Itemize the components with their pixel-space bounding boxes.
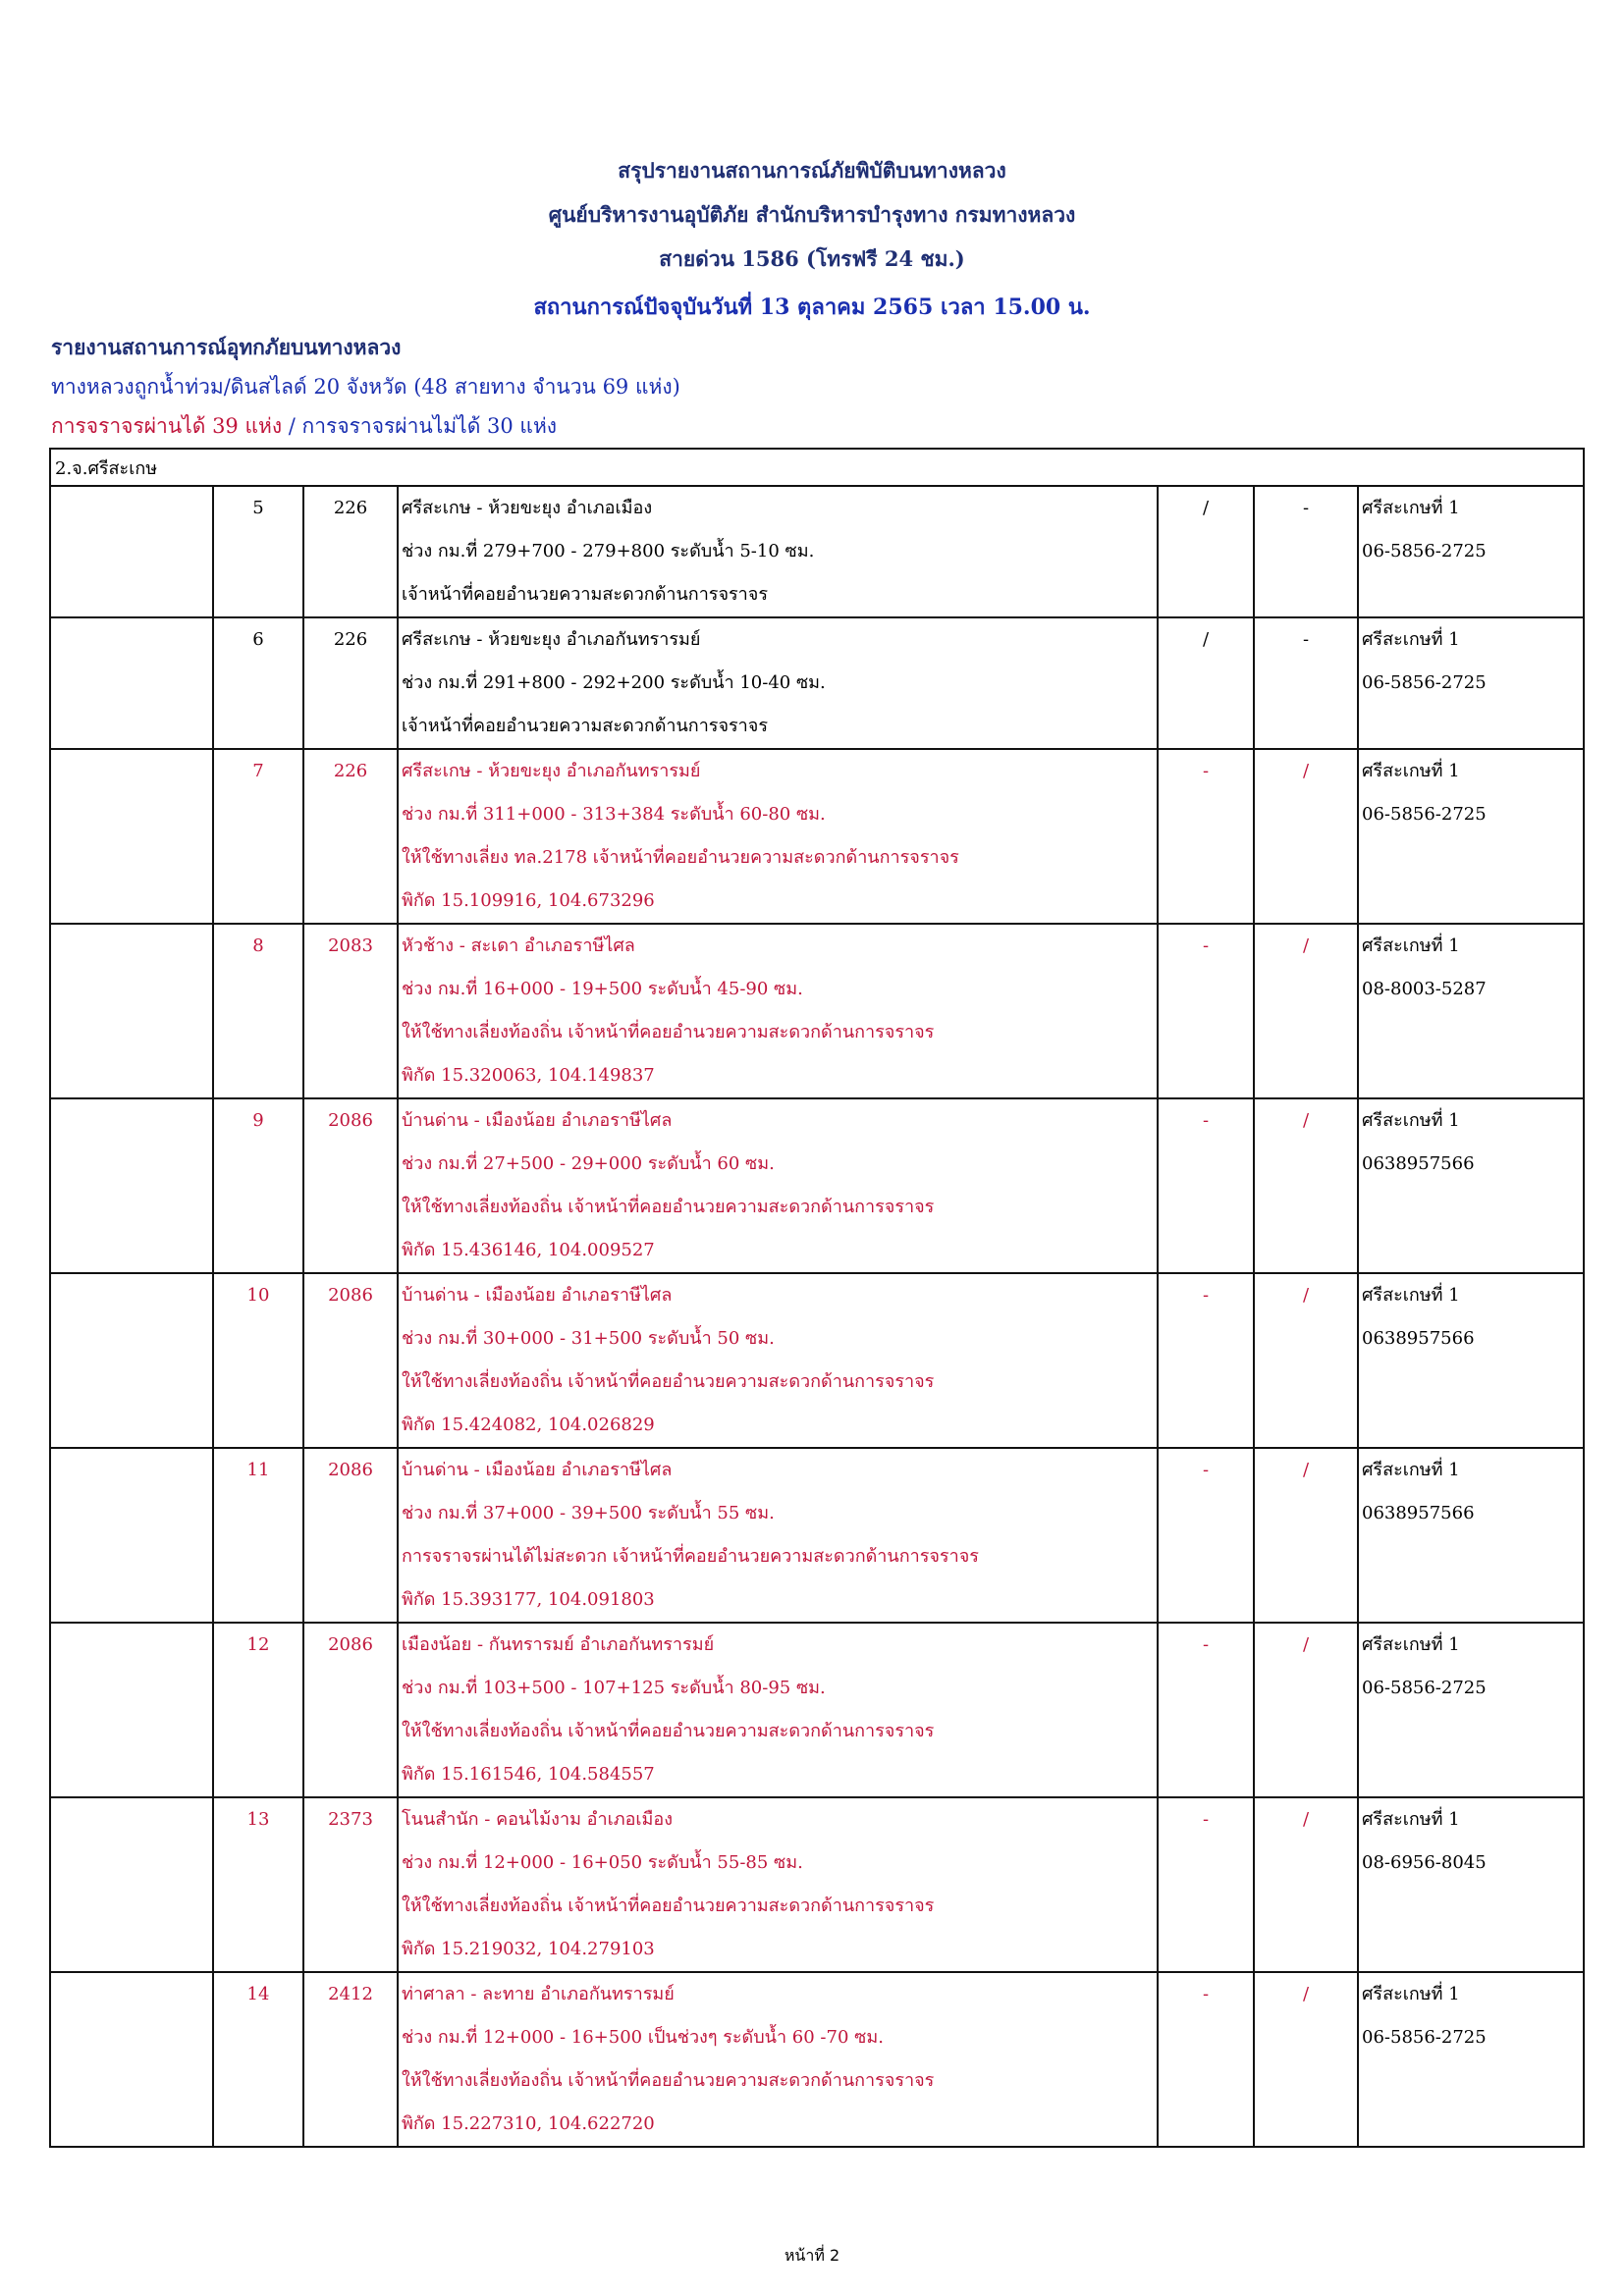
detail-line: พิกัด 15.393177, 104.091803 bbox=[402, 1589, 655, 1610]
summary-affected: ทางหลวงถูกน้ำท่วม/ดินสไลด์ 20 จังหวัด (48 สายทาง จำนวน 69 แห่ง) bbox=[51, 375, 680, 399]
detail-line: พิกัด 15.109916, 104.673296 bbox=[402, 890, 655, 911]
office-phone: 06-5856-2725 bbox=[1362, 1678, 1487, 1698]
passable-mark: - bbox=[1158, 1273, 1254, 1448]
detail-line: พิกัด 15.424082, 104.026829 bbox=[402, 1415, 655, 1435]
row-number: 7 bbox=[213, 749, 303, 924]
detail-line: ท่าศาลา - ละทาย อำเภอกันทรารมย์ bbox=[402, 1984, 675, 2004]
office-name: ศรีสะเกษที่ 1 bbox=[1362, 1809, 1460, 1830]
passable-mark: - bbox=[1158, 1972, 1254, 2147]
location-details bbox=[398, 924, 1158, 1098]
office-name: ศรีสะเกษที่ 1 bbox=[1362, 629, 1460, 650]
office-name: ศรีสะเกษที่ 1 bbox=[1362, 1110, 1460, 1131]
route-number: 2086 bbox=[303, 1623, 398, 1797]
row-number: 10 bbox=[213, 1273, 303, 1448]
detail-line: ช่วง กม.ที่ 291+800 - 292+200 ระดับน้ำ 10-40 ซม. bbox=[402, 672, 826, 693]
office-phone: 0638957566 bbox=[1362, 1328, 1475, 1349]
table-row bbox=[50, 486, 1584, 617]
report-title: สรุปรายงานสถานการณ์ภัยพิบัติบนทางหลวง bbox=[618, 158, 1006, 183]
office-contact bbox=[1358, 1448, 1584, 1623]
detail-line: ให้ใช้ทางเลี่ยงท้องถิ่น เจ้าหน้าที่คอยอำนวยความสะดวกด้านการจราจร bbox=[402, 1197, 935, 1217]
passable-mark: - bbox=[1158, 1623, 1254, 1797]
summary-passable: การจราจรผ่านได้ 39 แห่ง bbox=[51, 414, 283, 438]
blank-cell bbox=[50, 1623, 213, 1797]
route-number: 2086 bbox=[303, 1448, 398, 1623]
detail-line: เจ้าหน้าที่คอยอำนวยความสะดวกด้านการจราจร bbox=[402, 584, 769, 605]
detail-line: ศรีสะเกษ - ห้วยขะยุง อำเภอกันทรารมย์ bbox=[402, 761, 701, 781]
route-number: 226 bbox=[303, 617, 398, 749]
blank-cell bbox=[50, 1972, 213, 2147]
office-contact bbox=[1358, 1098, 1584, 1273]
blank-cell bbox=[50, 617, 213, 749]
location-details bbox=[398, 749, 1158, 924]
office-phone: 06-5856-2725 bbox=[1362, 804, 1487, 825]
table-row bbox=[50, 924, 1584, 1098]
summary-impassable: / การจราจรผ่านไม่ได้ 30 แห่ง bbox=[288, 414, 558, 438]
detail-line: ช่วง กม.ที่ 311+000 - 313+384 ระดับน้ำ 60-80 ซม. bbox=[402, 804, 826, 825]
detail-line: ให้ใช้ทางเลี่ยงท้องถิ่น เจ้าหน้าที่คอยอำนวยความสะดวกด้านการจราจร bbox=[402, 2070, 935, 2091]
detail-line: หัวช้าง - สะเดา อำเภอราษีไศล bbox=[402, 935, 635, 956]
impassable-mark: / bbox=[1254, 1448, 1358, 1623]
office-name: ศรีสะเกษที่ 1 bbox=[1362, 935, 1460, 956]
blank-cell bbox=[50, 486, 213, 617]
passable-mark: - bbox=[1158, 1448, 1254, 1623]
detail-line: ช่วง กม.ที่ 37+000 - 39+500 ระดับน้ำ 55 ซม. bbox=[402, 1503, 775, 1523]
route-number: 226 bbox=[303, 749, 398, 924]
detail-line: เจ้าหน้าที่คอยอำนวยความสะดวกด้านการจราจร bbox=[402, 716, 769, 736]
province-label: 2.จ.ศรีสะเกษ bbox=[50, 449, 1584, 486]
route-number: 2086 bbox=[303, 1273, 398, 1448]
summary-traffic bbox=[51, 410, 557, 443]
office-name: ศรีสะเกษที่ 1 bbox=[1362, 1285, 1460, 1306]
row-number: 8 bbox=[213, 924, 303, 1098]
blank-cell bbox=[50, 1448, 213, 1623]
table-row bbox=[50, 1972, 1584, 2147]
office-phone: 08-8003-5287 bbox=[1362, 979, 1487, 999]
table-row bbox=[50, 617, 1584, 749]
row-number: 5 bbox=[213, 486, 303, 617]
detail-line: พิกัด 15.227310, 104.622720 bbox=[402, 2113, 655, 2134]
passable-mark: - bbox=[1158, 1098, 1254, 1273]
passable-mark: / bbox=[1158, 617, 1254, 749]
detail-line: ช่วง กม.ที่ 27+500 - 29+000 ระดับน้ำ 60 ซม. bbox=[402, 1153, 775, 1174]
impassable-mark: - bbox=[1254, 486, 1358, 617]
table-row bbox=[50, 1273, 1584, 1448]
detail-line: เมืองน้อย - กันทรารมย์ อำเภอกันทรารมย์ bbox=[402, 1634, 715, 1655]
page-number: หน้าที่ 2 bbox=[784, 2246, 840, 2265]
blank-cell bbox=[50, 1098, 213, 1273]
detail-line: ช่วง กม.ที่ 103+500 - 107+125 ระดับน้ำ 80-95 ซม. bbox=[402, 1678, 826, 1698]
office-phone: 06-5856-2725 bbox=[1362, 2027, 1487, 2048]
impassable-mark: - bbox=[1254, 617, 1358, 749]
detail-line: ให้ใช้ทางเลี่ยง ทล.2178 เจ้าหน้าที่คอยอำนวยความสะดวกด้านการจราจร bbox=[402, 847, 959, 868]
office-contact bbox=[1358, 924, 1584, 1098]
detail-line: ช่วง กม.ที่ 16+000 - 19+500 ระดับน้ำ 45-90 ซม. bbox=[402, 979, 803, 999]
impassable-mark: / bbox=[1254, 1098, 1358, 1273]
detail-line: ศรีสะเกษ - ห้วยขะยุง อำเภอกันทรารมย์ bbox=[402, 629, 701, 650]
office-name: ศรีสะเกษที่ 1 bbox=[1362, 498, 1460, 518]
detail-line: พิกัด 15.320063, 104.149837 bbox=[402, 1065, 655, 1086]
report-agency: ศูนย์บริหารงานอุบัติภัย สำนักบริหารบำรุงทาง กรมทางหลวง bbox=[548, 202, 1076, 227]
route-number: 2412 bbox=[303, 1972, 398, 2147]
row-number: 6 bbox=[213, 617, 303, 749]
office-phone: 0638957566 bbox=[1362, 1153, 1475, 1174]
passable-mark: - bbox=[1158, 1797, 1254, 1972]
office-name: ศรีสะเกษที่ 1 bbox=[1362, 1634, 1460, 1655]
office-contact bbox=[1358, 1797, 1584, 1972]
detail-line: ช่วง กม.ที่ 12+000 - 16+500 เป็นช่วงๆ ระดับน้ำ 60 -70 ซม. bbox=[402, 2027, 884, 2048]
impassable-mark: / bbox=[1254, 1273, 1358, 1448]
office-name: ศรีสะเกษที่ 1 bbox=[1362, 1460, 1460, 1480]
office-contact bbox=[1358, 749, 1584, 924]
detail-line: โนนสำนัก - คอนไม้งาม อำเภอเมือง bbox=[402, 1809, 674, 1830]
detail-line: บ้านด่าน - เมืองน้อย อำเภอราษีไศล bbox=[402, 1285, 673, 1306]
passable-mark: - bbox=[1158, 924, 1254, 1098]
impassable-mark: / bbox=[1254, 1972, 1358, 2147]
route-number: 226 bbox=[303, 486, 398, 617]
location-details bbox=[398, 1972, 1158, 2147]
passable-mark: / bbox=[1158, 486, 1254, 617]
office-phone: 08-6956-8045 bbox=[1362, 1852, 1487, 1873]
location-details bbox=[398, 1273, 1158, 1448]
blank-cell bbox=[50, 749, 213, 924]
table-row bbox=[50, 1623, 1584, 1797]
office-phone: 06-5856-2725 bbox=[1362, 541, 1487, 561]
row-number: 11 bbox=[213, 1448, 303, 1623]
detail-line: พิกัด 15.436146, 104.009527 bbox=[402, 1240, 655, 1260]
detail-line: ช่วง กม.ที่ 279+700 - 279+800 ระดับน้ำ 5-10 ซม. bbox=[402, 541, 815, 561]
summary-title: รายงานสถานการณ์อุทกภัยบนทางหลวง bbox=[51, 335, 402, 359]
detail-line: บ้านด่าน - เมืองน้อย อำเภอราษีไศล bbox=[402, 1110, 673, 1131]
row-number: 9 bbox=[213, 1098, 303, 1273]
report-hotline: สายด่วน 1586 (โทรฟรี 24 ชม.) bbox=[659, 246, 965, 271]
detail-line: ให้ใช้ทางเลี่ยงท้องถิ่น เจ้าหน้าที่คอยอำนวยความสะดวกด้านการจราจร bbox=[402, 1022, 935, 1042]
table-row bbox=[50, 1098, 1584, 1273]
detail-line: ศรีสะเกษ - ห้วยขะยุง อำเภอเมือง bbox=[402, 498, 653, 518]
location-details bbox=[398, 1623, 1158, 1797]
location-details bbox=[398, 617, 1158, 749]
office-contact bbox=[1358, 1972, 1584, 2147]
row-number: 14 bbox=[213, 1972, 303, 2147]
detail-line: ให้ใช้ทางเลี่ยงท้องถิ่น เจ้าหน้าที่คอยอำนวยความสะดวกด้านการจราจร bbox=[402, 1721, 935, 1741]
detail-line: ให้ใช้ทางเลี่ยงท้องถิ่น เจ้าหน้าที่คอยอำนวยความสะดวกด้านการจราจร bbox=[402, 1371, 935, 1392]
impassable-mark: / bbox=[1254, 749, 1358, 924]
impassable-mark: / bbox=[1254, 1623, 1358, 1797]
location-details bbox=[398, 486, 1158, 617]
incident-table bbox=[49, 448, 1585, 2148]
route-number: 2373 bbox=[303, 1797, 398, 1972]
province-row bbox=[50, 449, 1584, 486]
office-name: ศรีสะเกษที่ 1 bbox=[1362, 761, 1460, 781]
office-name: ศรีสะเกษที่ 1 bbox=[1362, 1984, 1460, 2004]
detail-line: การจราจรผ่านได้ไม่สะดวก เจ้าหน้าที่คอยอำนวยความสะดวกด้านการจราจร bbox=[402, 1546, 979, 1567]
passable-mark: - bbox=[1158, 749, 1254, 924]
table-row bbox=[50, 1797, 1584, 1972]
location-details bbox=[398, 1448, 1158, 1623]
detail-line: พิกัด 15.219032, 104.279103 bbox=[402, 1939, 655, 1959]
table-row bbox=[50, 749, 1584, 924]
impassable-mark: / bbox=[1254, 924, 1358, 1098]
detail-line: ให้ใช้ทางเลี่ยงท้องถิ่น เจ้าหน้าที่คอยอำนวยความสะดวกด้านการจราจร bbox=[402, 1896, 935, 1916]
row-number: 13 bbox=[213, 1797, 303, 1972]
route-number: 2086 bbox=[303, 1098, 398, 1273]
table-row bbox=[50, 1448, 1584, 1623]
office-phone: 0638957566 bbox=[1362, 1503, 1475, 1523]
office-contact bbox=[1358, 617, 1584, 749]
row-number: 12 bbox=[213, 1623, 303, 1797]
office-contact bbox=[1358, 1273, 1584, 1448]
report-datetime: สถานการณ์ปัจจุบันวันที่ 13 ตุลาคม 2565 เวลา 15.00 น. bbox=[533, 294, 1091, 320]
detail-line: ช่วง กม.ที่ 12+000 - 16+050 ระดับน้ำ 55-85 ซม. bbox=[402, 1852, 803, 1873]
blank-cell bbox=[50, 1797, 213, 1972]
office-phone: 06-5856-2725 bbox=[1362, 672, 1487, 693]
detail-line: พิกัด 15.161546, 104.584557 bbox=[402, 1764, 655, 1785]
office-contact bbox=[1358, 486, 1584, 617]
impassable-mark: / bbox=[1254, 1797, 1358, 1972]
location-details bbox=[398, 1098, 1158, 1273]
office-contact bbox=[1358, 1623, 1584, 1797]
blank-cell bbox=[50, 924, 213, 1098]
location-details bbox=[398, 1797, 1158, 1972]
detail-line: ช่วง กม.ที่ 30+000 - 31+500 ระดับน้ำ 50 ซม. bbox=[402, 1328, 775, 1349]
route-number: 2083 bbox=[303, 924, 398, 1098]
detail-line: บ้านด่าน - เมืองน้อย อำเภอราษีไศล bbox=[402, 1460, 673, 1480]
blank-cell bbox=[50, 1273, 213, 1448]
